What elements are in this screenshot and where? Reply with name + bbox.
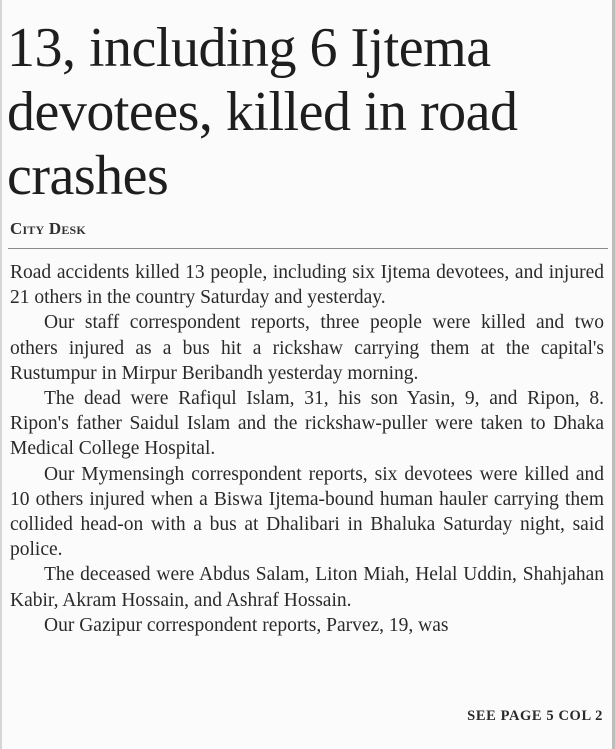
article-paragraph: Our Mymensingh correspondent reports, six devotees were killed and 10 others injured when a Biswa Ijtema-bound human hauler carrying them collided head-on with a bus at Dhalibari in Bhaluka Saturday night, said police.: [10, 463, 604, 561]
article-body: [10, 260, 604, 638]
article-paragraph: The dead were Rafiqul Islam, 31, his son Yasin, 9, and Ripon, 8. Ripon's father Saidul Islam and the rickshaw-puller were taken to Dhaka Medical College Hospital.: [10, 388, 604, 460]
continuation-note: SEE PAGE 5 COL 2: [467, 708, 603, 724]
byline-divider: [8, 248, 608, 249]
article-byline: City Desk: [10, 219, 86, 238]
article-paragraph: The deceased were Abdus Salam, Liton Miah, Helal Uddin, Shahjahan Kabir, Akram Hossain, and Ashraf Hossain.: [10, 564, 604, 611]
article-headline: 13, including 6 Ijtema devotees, killed in road crashes: [7, 17, 518, 207]
article-paragraph: Road accidents killed 13 people, including six Ijtema devotees, and injured 21 others in the country Saturday and yesterday.: [10, 262, 604, 309]
left-edge-rule: [0, 0, 2, 749]
article-paragraph: Our staff correspondent reports, three people were killed and two others injured as a bus hit a rickshaw carrying them at the capital's Rustumpur in Mirpur Beribandh yesterday morning.: [10, 312, 604, 384]
article-paragraph: Our Gazipur correspondent reports, Parvez, 19, was: [44, 614, 449, 636]
